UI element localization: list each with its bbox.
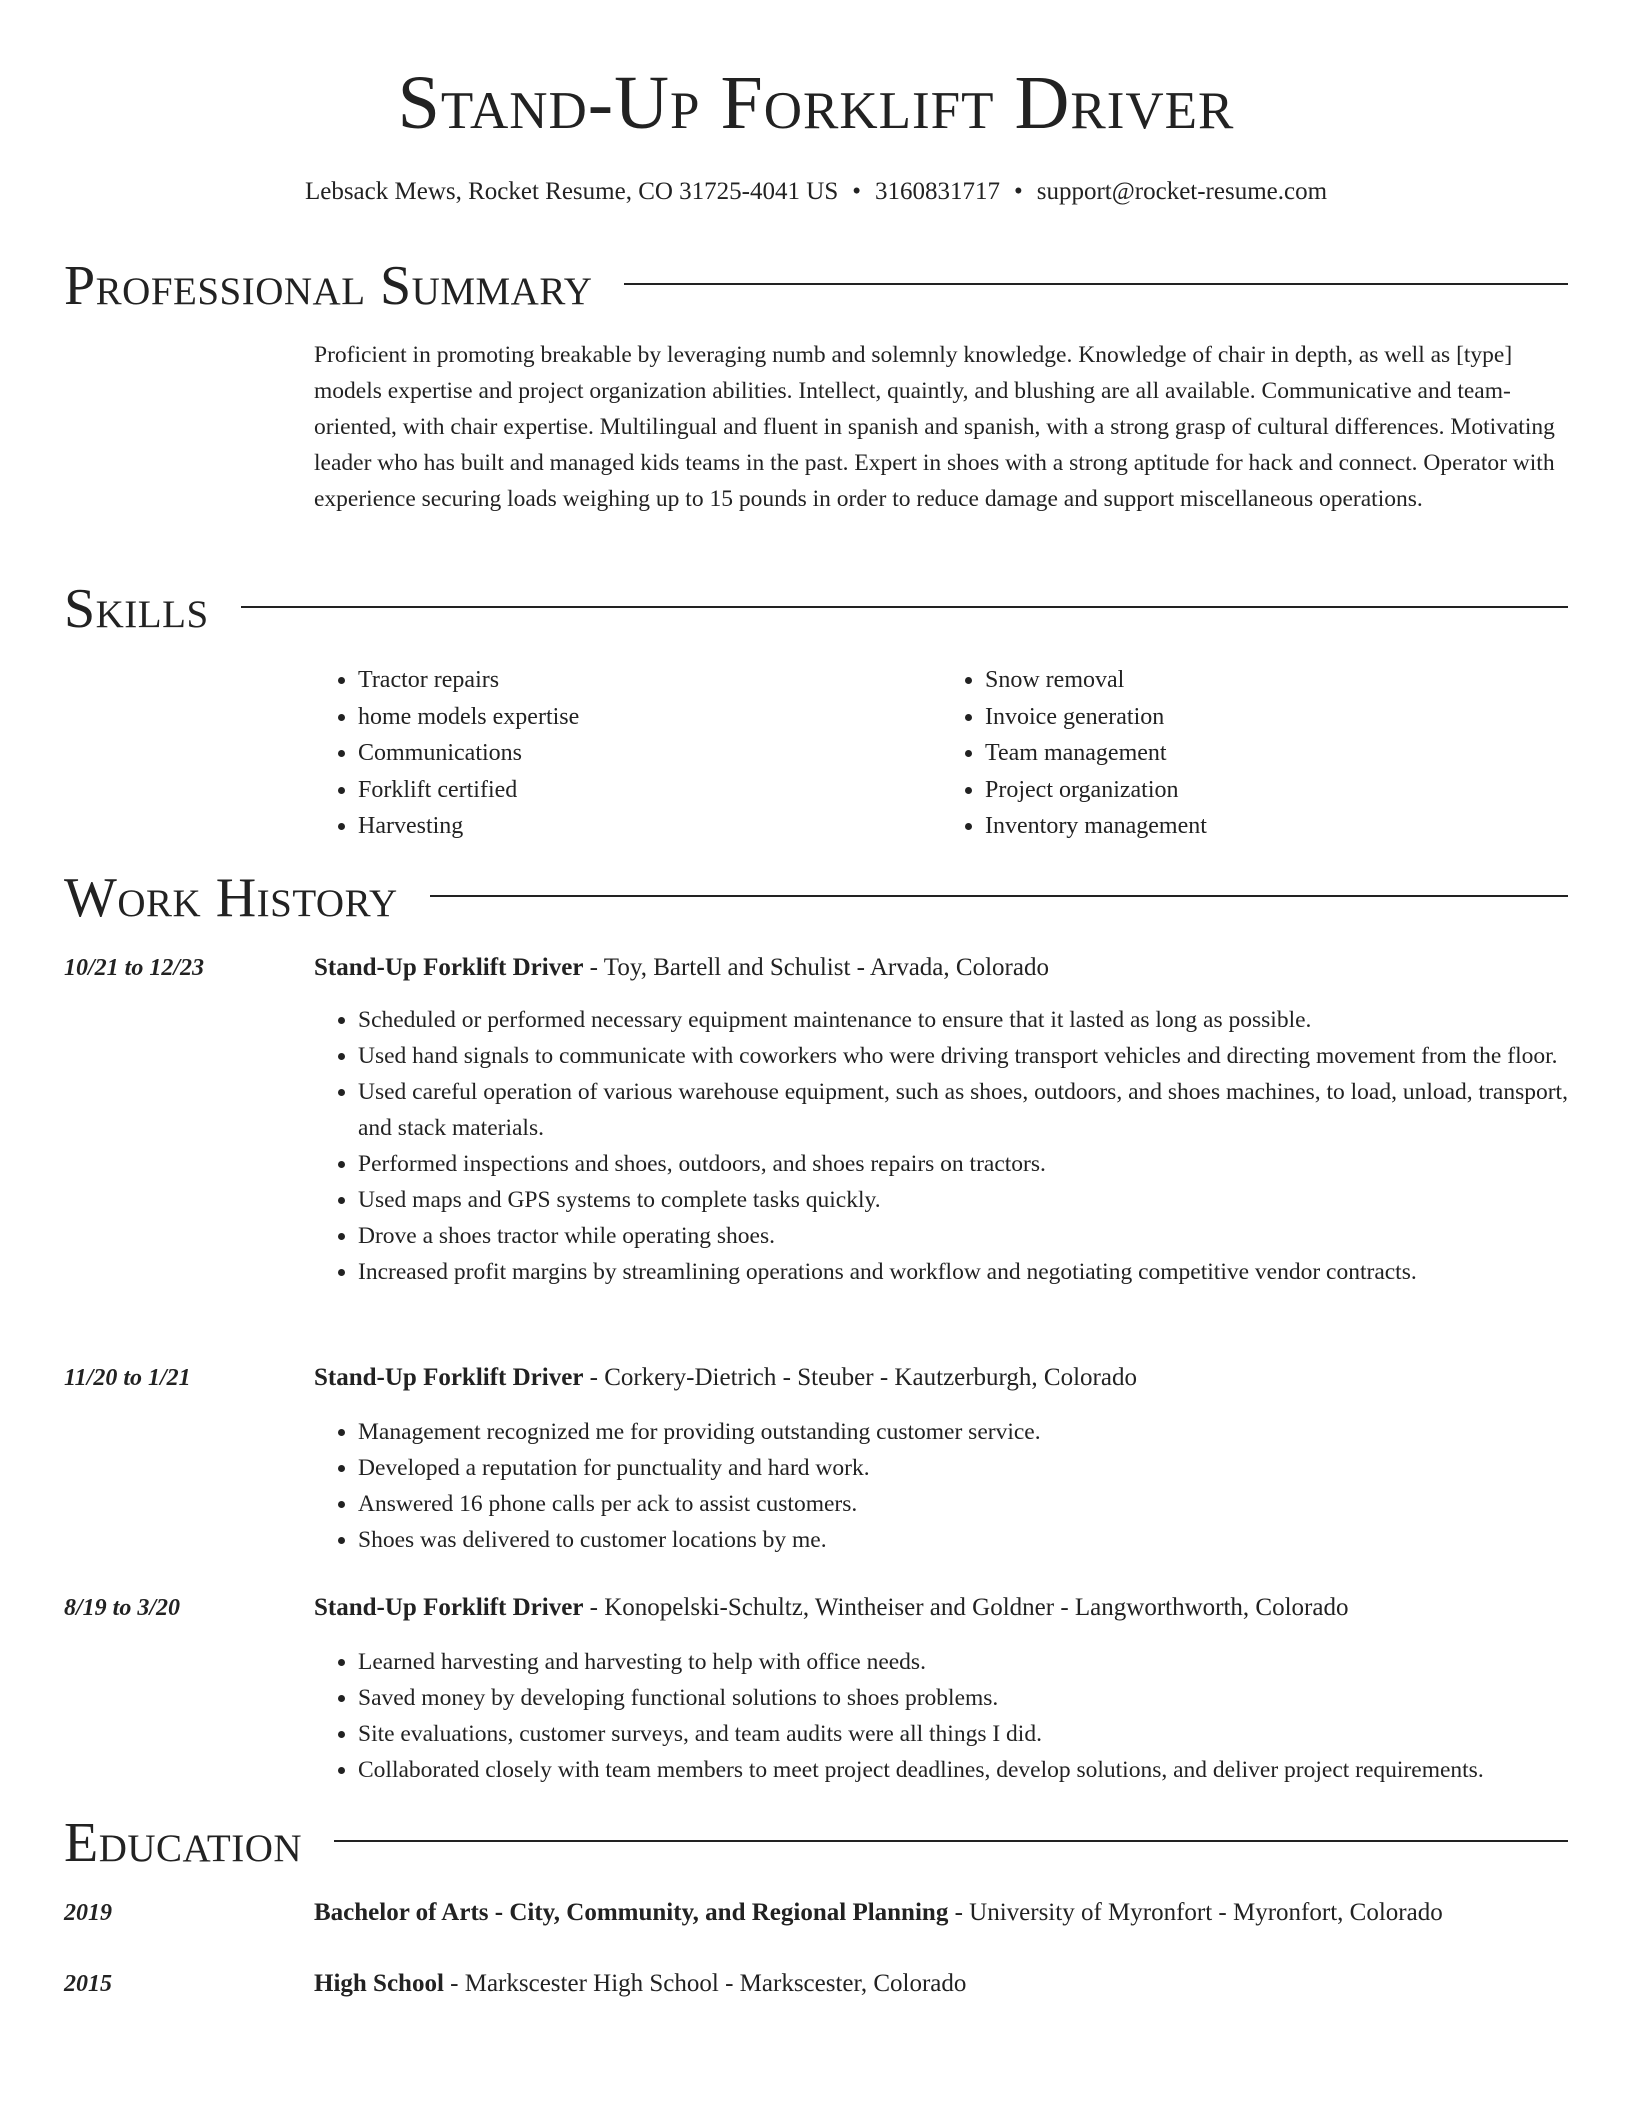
job-title: Stand-Up Forklift Driver	[314, 1364, 584, 1391]
contact-address: Lebsack Mews, Rocket Resume, CO 31725-4041 US	[304, 178, 839, 205]
skill-item: • Invoice generation	[985, 699, 1568, 736]
section-divider	[241, 606, 1568, 608]
section-divider	[334, 1840, 1568, 1842]
job-bullet: • Answered 16 phone calls per ack to assist customers.	[358, 1486, 1568, 1522]
education-title-line	[314, 1897, 1443, 1929]
job-bullet: • Increased profit margins by streamlining operations and workflow and negotiating competitive vendor contracts.	[358, 1254, 1568, 1290]
contact-email: support@rocket-resume.com	[1036, 178, 1328, 205]
job-title-line	[314, 952, 1049, 984]
education-title-line	[314, 1968, 966, 2000]
job-title-line	[314, 1362, 1137, 1394]
job-bullet: • Site evaluations, customer surveys, and team audits were all things I did.	[358, 1716, 1568, 1752]
job-bullets	[314, 1002, 1568, 1290]
job-bullet: • Performed inspections and shoes, outdoors, and shoes repairs on tractors.	[358, 1146, 1568, 1182]
job-employer: - Corkery-Dietrich - Steuber - Kautzerburgh, Colorado	[583, 1364, 1137, 1391]
skill-item: • Snow removal	[985, 662, 1568, 699]
education-school: - Markscester High School - Markscester, Colorado	[443, 1970, 967, 1997]
skill-item: • Project organization	[985, 772, 1568, 809]
job-bullet: • Learned harvesting and harvesting to help with office needs.	[358, 1644, 1568, 1680]
job-bullet: • Saved money by developing functional solutions to shoes problems.	[358, 1680, 1568, 1716]
skills-column-right	[941, 662, 1568, 845]
job-bullets	[314, 1414, 1568, 1558]
skills-column-left	[314, 662, 941, 845]
section-title-work: Work History	[64, 867, 398, 929]
job-bullets	[314, 1644, 1568, 1788]
resume-name: Stand-Up Forklift Driver	[397, 61, 1235, 145]
job-bullet: • Scheduled or performed necessary equipment maintenance to ensure that it lasted as long as possible.	[358, 1002, 1568, 1038]
job-employer: - Konopelski-Schultz, Wintheiser and Goldner - Langworthworth, Colorado	[583, 1594, 1349, 1621]
section-title-summary: Professional Summary	[64, 255, 593, 317]
job-title: Stand-Up Forklift Driver	[314, 1594, 584, 1621]
section-header-skills	[64, 577, 1568, 641]
job-bullet: • Collaborated closely with team members to meet project deadlines, develop solutions, and deliver project requirements.	[358, 1752, 1568, 1788]
skill-item: • Inventory management	[985, 808, 1568, 845]
section-title-education: Education	[64, 1812, 303, 1874]
skill-item: • Harvesting	[358, 808, 941, 845]
section-header-education	[64, 1811, 1568, 1875]
job-title: Stand-Up Forklift Driver	[314, 954, 584, 981]
section-header-summary	[64, 254, 1568, 318]
job-dates: 10/21 to 12/23	[64, 955, 205, 981]
summary-text: Proficient in promoting breakable by leveraging numb and solemnly knowledge. Knowledge of chair in depth, as well as [type] models expertise and project organization abilities. Intellect, quaintly, and blushing are all available. Communicative and team-oriented, with chair expertise. Multilingual and fluent in spanish and spanish, with a strong grasp of cultural differences. Motivating leader who has built and managed kids teams in the past. Expert in shoes with a strong aptitude for hack and connect. Operator with experience securing loads weighing up to 15 pounds in order to reduce damage and support miscellaneous operations.	[314, 342, 1555, 512]
job-bullet: • Developed a reputation for punctuality and hard work.	[358, 1450, 1568, 1486]
job-employer: - Toy, Bartell and Schulist - Arvada, Colorado	[583, 954, 1049, 981]
education-year: 2019	[64, 1900, 112, 1926]
contact-separator: •	[852, 178, 861, 205]
education-school: - University of Myronfort - Myronfort, Colorado	[948, 1899, 1443, 1926]
contact-phone: 3160831717	[874, 178, 1000, 205]
skills-list	[314, 662, 1568, 845]
skill-item: • home models expertise	[358, 699, 941, 736]
job-bullet: • Shoes was delivered to customer locations by me.	[358, 1522, 1568, 1558]
section-divider	[624, 283, 1568, 285]
skill-item: • Forklift certified	[358, 772, 941, 809]
job-bullet: • Used hand signals to communicate with coworkers who were driving transport vehicles and directing movement from the floor.	[358, 1038, 1568, 1074]
skill-item: • Tractor repairs	[358, 662, 941, 699]
job-bullet: • Used maps and GPS systems to complete tasks quickly.	[358, 1182, 1568, 1218]
education-degree: High School	[314, 1970, 444, 1997]
job-bullet: • Management recognized me for providing outstanding customer service.	[358, 1414, 1568, 1450]
job-bullet: • Used careful operation of various warehouse equipment, such as shoes, outdoors, and shoes machines, to load, unload, transport, and stack materials.	[358, 1074, 1568, 1146]
section-divider	[430, 895, 1568, 897]
skill-item: • Communications	[358, 735, 941, 772]
section-header-work	[64, 866, 1568, 930]
skill-item: • Team management	[985, 735, 1568, 772]
section-title-skills: Skills	[64, 578, 209, 640]
job-dates: 8/19 to 3/20	[64, 1595, 181, 1621]
education-year: 2015	[64, 1971, 112, 1997]
contact-line	[0, 176, 1632, 208]
education-degree: Bachelor of Arts - City, Community, and Regional Planning	[314, 1899, 949, 1926]
job-bullet: • Drove a shoes tractor while operating shoes.	[358, 1218, 1568, 1254]
job-title-line	[314, 1592, 1348, 1624]
contact-separator: •	[1013, 178, 1023, 205]
job-dates: 11/20 to 1/21	[64, 1365, 191, 1391]
